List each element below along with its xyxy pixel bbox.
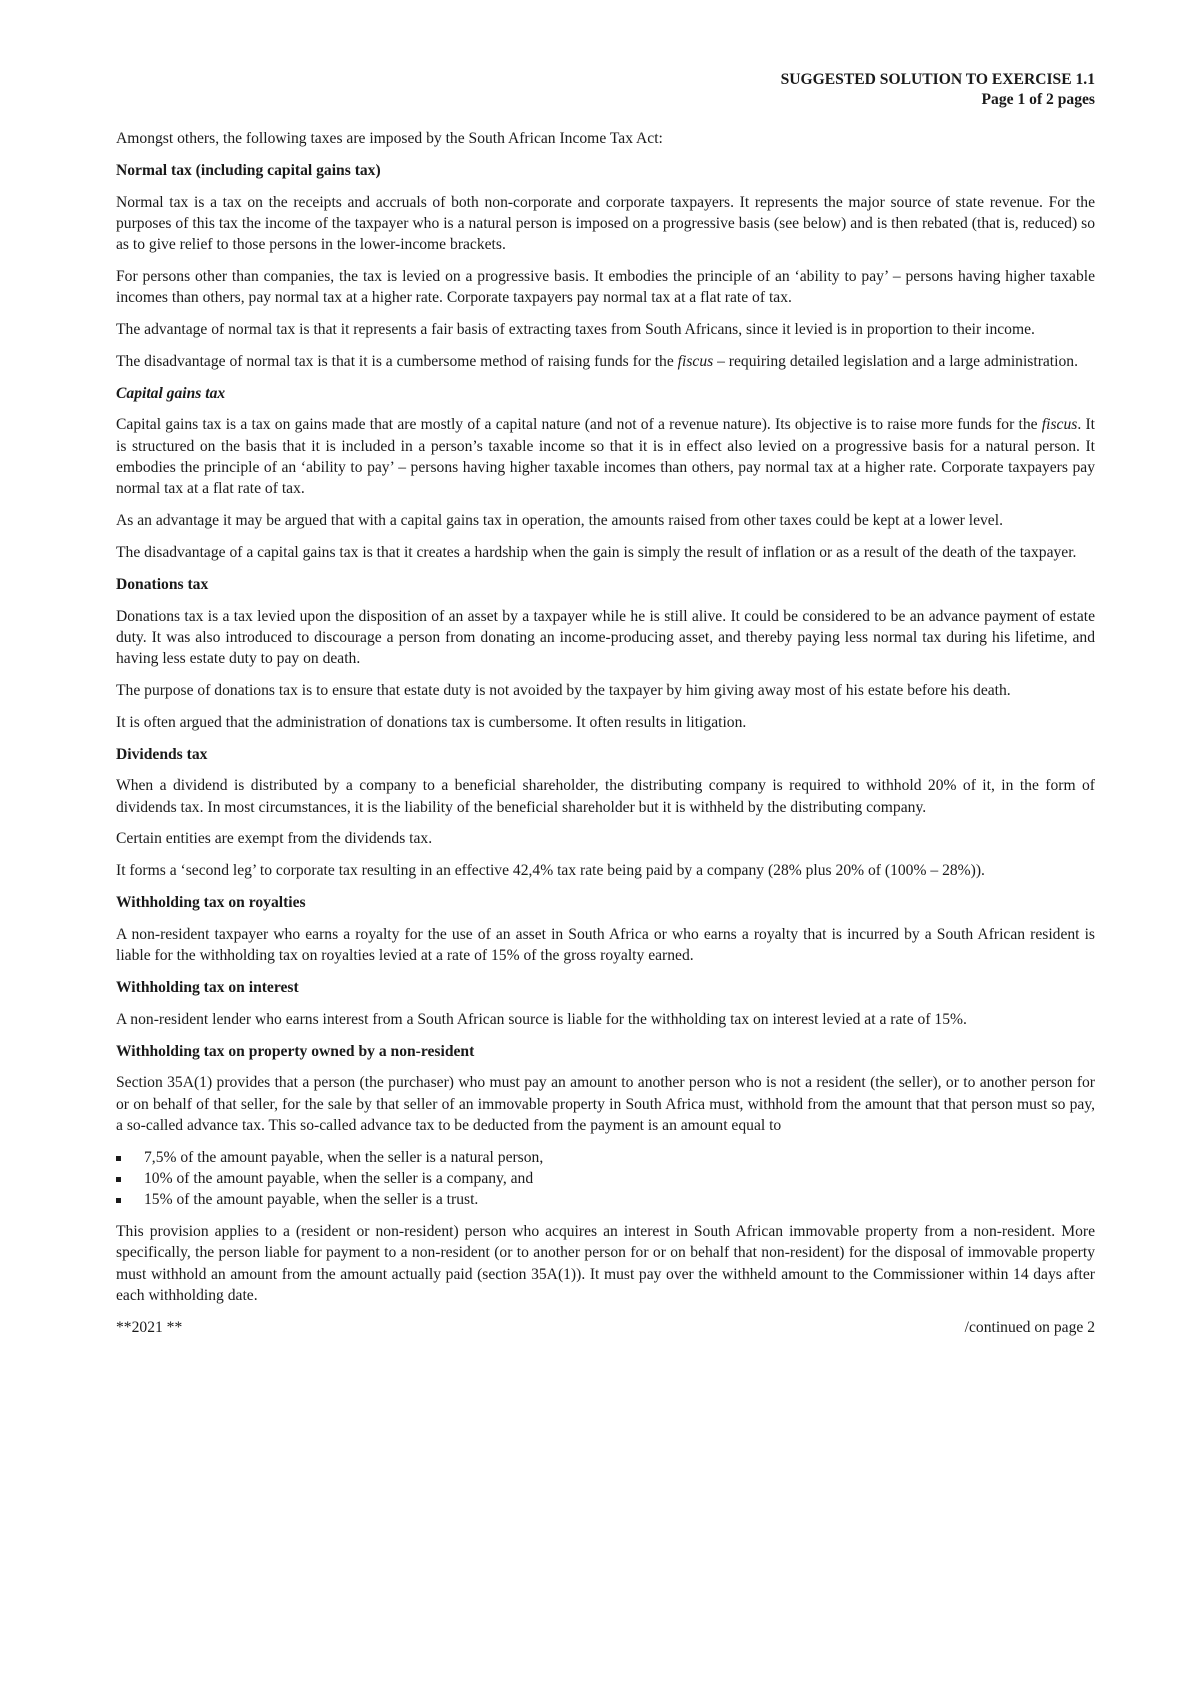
footer-year: **2021 ** bbox=[116, 1318, 183, 1336]
paragraph: The disadvantage of a capital gains tax is that it creates a hardship when the gain is simply the result of inflation or as a result of the death of the taxpayer. bbox=[116, 543, 1077, 561]
bullet-icon bbox=[116, 1156, 121, 1161]
bullet-list bbox=[116, 1147, 1095, 1211]
italic-term: fiscus bbox=[677, 352, 714, 370]
italic-term: fiscus bbox=[1041, 416, 1078, 434]
paragraph: A non-resident taxpayer who earns a royalty for the use of an asset in South Africa or who earns a royalty that is incurred by a South African resident is liable for the withholding tax on royalties levied at a rate of 15% of the gross royalty earned. bbox=[116, 925, 1095, 965]
page-header bbox=[116, 70, 1095, 110]
list-item: 10% of the amount payable, when the seller is a company, and bbox=[116, 1168, 1095, 1189]
paragraph: This provision applies to a (resident or non-resident) person who acquires an interest in South African immovable property from a non-resident. More specifically, the person liable for payment to a non-resident (or to another person for or on behalf that non-resident) for the disposal of immovable property must withhold an amount from the amount actually paid (section 35A(1)). It must pay over the withheld amount to the Commissioner within 14 days after each withholding date. bbox=[116, 1223, 1095, 1304]
heading-withholding-royalties: Withholding tax on royalties bbox=[116, 894, 306, 912]
paragraph: It is often argued that the administration of donations tax is cumbersome. It often results in litigation. bbox=[116, 713, 747, 731]
paragraph: A non-resident lender who earns interest from a South African source is liable for the withholding tax on interest levied at a rate of 15%. bbox=[116, 1010, 967, 1028]
paragraph: Capital gains tax is a tax on gains made that are mostly of a capital nature (and not of a revenue nature). Its objective is to raise more funds for the fiscus. It is structured on the basis that it is included in a person’s taxable income so that it is in effect also levied on a progressive basis for a natural person. It embodies the principle of an ‘ability to pay’ – persons having higher taxable incomes than others, pay normal tax at a higher rate. Corporate taxpayers pay normal tax at a flat rate of tax. bbox=[116, 416, 1095, 498]
paragraph: Normal tax is a tax on the receipts and accruals of both non-corporate and corporate taxpayers. It represents the major source of state revenue. For the purposes of this tax the income of the taxpayer who is a natural person is imposed on a progressive basis (see below) and is then rebated (that is, reduced) so as to give relief to those persons in the lower-income brackets. bbox=[116, 193, 1095, 254]
section-dividends-tax bbox=[116, 744, 1095, 882]
document-page bbox=[116, 70, 1095, 1338]
page-number: Page 1 of 2 pages bbox=[981, 91, 1095, 108]
paragraph: For persons other than companies, the tax is levied on a progressive basis. It embodies the principle of an ‘ability to pay’ – persons having higher taxable incomes than others, pay normal tax at a higher rate. Corporate taxpayers pay normal tax at a flat rate of tax. bbox=[116, 267, 1095, 307]
heading-withholding-property: Withholding tax on property owned by a non-resident bbox=[116, 1042, 475, 1060]
paragraph: It forms a ‘second leg’ to corporate tax resulting in an effective 42,4% tax rate being paid by a company (28% plus 20% of (100% – 28%)). bbox=[116, 862, 985, 880]
section-withholding-royalties bbox=[116, 892, 1095, 966]
list-item: 7,5% of the amount payable, when the seller is a natural person, bbox=[116, 1147, 1095, 1168]
paragraph: The advantage of normal tax is that it represents a fair basis of extracting taxes from South Africans, since it levied is in proportion to their income. bbox=[116, 321, 1035, 339]
paragraph: Donations tax is a tax levied upon the disposition of an asset by a taxpayer while he is still alive. It could be considered to be an advance payment of estate duty. It was also introduced to discourage a person from donating an income-producing asset, and thereby paying less normal tax during his lifetime, and having less estate duty to pay on death. bbox=[116, 607, 1095, 668]
paragraph: The purpose of donations tax is to ensure that estate duty is not avoided by the taxpayer by him giving away most of his estate before his death. bbox=[116, 681, 1011, 699]
paragraph: The disadvantage of normal tax is that it is a cumbersome method of raising funds for the fiscus – requiring detailed legislation and a large administration. bbox=[116, 352, 1078, 370]
heading-withholding-interest: Withholding tax on interest bbox=[116, 978, 299, 996]
section-normal-tax bbox=[116, 160, 1095, 372]
bullet-icon bbox=[116, 1177, 121, 1182]
section-capital-gains-tax bbox=[116, 383, 1095, 564]
bullet-icon bbox=[116, 1198, 121, 1203]
heading-dividends-tax: Dividends tax bbox=[116, 745, 208, 763]
section-withholding-interest bbox=[116, 977, 1095, 1030]
paragraph: As an advantage it may be argued that with a capital gains tax in operation, the amounts raised from other taxes could be kept at a lower level. bbox=[116, 512, 1003, 530]
document-title: SUGGESTED SOLUTION TO EXERCISE 1.1 bbox=[780, 71, 1095, 88]
heading-capital-gains-tax: Capital gains tax bbox=[116, 384, 226, 402]
footer-continued: /continued on page 2 bbox=[964, 1318, 1095, 1336]
page-footer bbox=[116, 1317, 1095, 1338]
paragraph: Certain entities are exempt from the dividends tax. bbox=[116, 830, 433, 848]
heading-normal-tax: Normal tax (including capital gains tax) bbox=[116, 161, 381, 179]
heading-donations-tax: Donations tax bbox=[116, 575, 209, 593]
section-donations-tax bbox=[116, 574, 1095, 733]
section-withholding-property bbox=[116, 1041, 1095, 1307]
list-item: 15% of the amount payable, when the seller is a trust. bbox=[116, 1189, 1095, 1210]
paragraph: When a dividend is distributed by a company to a beneficial shareholder, the distributing company is required to withhold 20% of it, in the form of dividends tax. In most circumstances, it is the liability of the beneficial shareholder but it is withheld by the distributing company. bbox=[116, 777, 1095, 816]
paragraph: Section 35A(1) provides that a person (the purchaser) who must pay an amount to another person who is not a resident (the seller), or to another person for or on behalf of that seller, for the sale by that seller of an immovable property in South Africa must, withhold from the amount that that person must so pay, a so-called advance tax. This so-called advance tax to be deducted from the payment is an amount equal to bbox=[116, 1074, 1095, 1134]
intro-paragraph: Amongst others, the following taxes are imposed by the South African Income Tax Act: bbox=[116, 130, 663, 147]
